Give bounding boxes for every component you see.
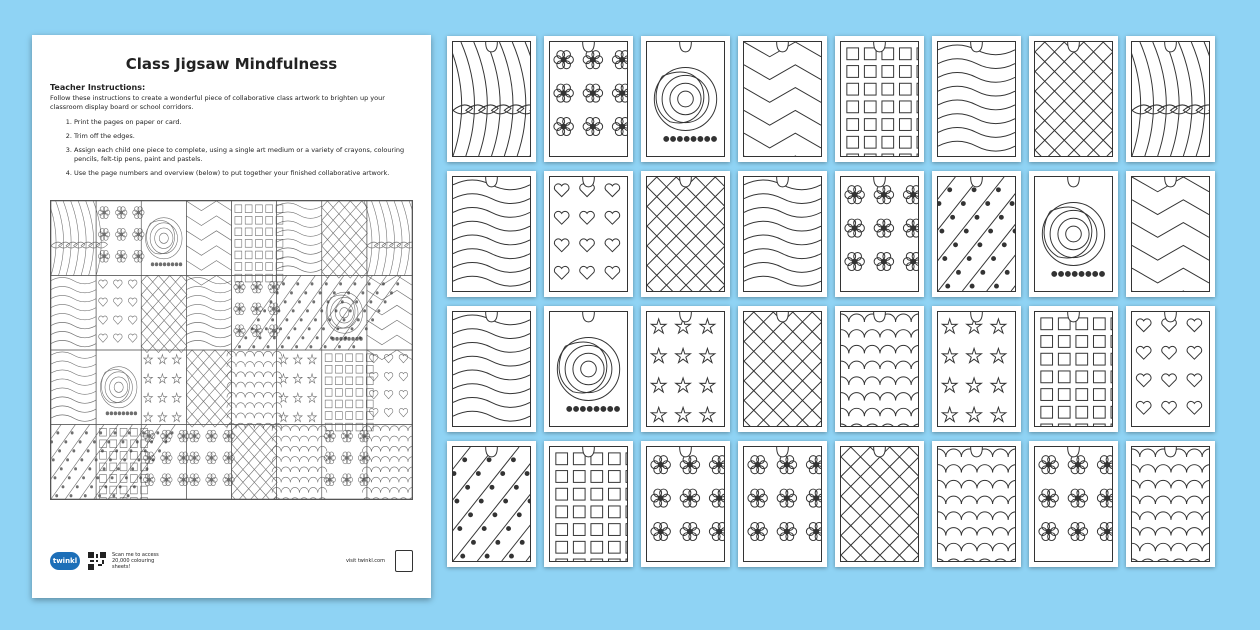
jigsaw-piece-drawing <box>549 41 628 157</box>
step-item: 2. Trim off the edges. <box>74 132 413 141</box>
jigsaw-piece-page <box>544 441 633 567</box>
jigsaw-piece-drawing <box>452 446 531 562</box>
jigsaw-piece-drawing <box>1034 311 1113 427</box>
jigsaw-piece-drawing <box>840 446 919 562</box>
step-item: 4. Use the page numbers and overview (below) to put together your finished collaborative artwork. <box>74 169 413 178</box>
jigsaw-piece-page <box>447 36 536 162</box>
jigsaw-piece-drawing <box>1131 446 1210 562</box>
jigsaw-piece-page <box>641 36 730 162</box>
jigsaw-piece-drawing <box>840 41 919 157</box>
jigsaw-piece-drawing <box>646 311 725 427</box>
jigsaw-piece-page <box>1126 36 1215 162</box>
jigsaw-piece-page <box>1126 306 1215 432</box>
jigsaw-piece-page <box>1029 306 1118 432</box>
jigsaw-piece-drawing <box>549 176 628 292</box>
jigsaw-piece-drawing <box>452 176 531 292</box>
scan-me-text: Scan me to access 20,000 colouring sheets! <box>112 552 159 570</box>
award-badge-icon <box>395 550 413 572</box>
jigsaw-piece-drawing <box>1131 176 1210 292</box>
jigsaw-piece-page <box>738 171 827 297</box>
jigsaw-piece-page <box>1029 36 1118 162</box>
jigsaw-piece-drawing <box>743 176 822 292</box>
qr-code-icon <box>88 552 106 570</box>
jigsaw-piece-page <box>447 306 536 432</box>
visit-website-text: visit twinkl.com <box>345 558 385 564</box>
jigsaw-piece-page <box>835 36 924 162</box>
jigsaw-piece-drawing <box>1131 41 1210 157</box>
jigsaw-piece-drawing <box>743 446 822 562</box>
jigsaw-piece-page <box>641 306 730 432</box>
jigsaw-piece-page <box>1029 171 1118 297</box>
jigsaw-piece-page <box>544 36 633 162</box>
worksheet-page <box>32 35 431 598</box>
instructions-intro: Follow these instructions to create a wonderful piece of collaborative class artwork to brighten up your classroom display board or school corridors. <box>50 94 385 111</box>
twinkl-logo: twinkl <box>50 552 80 570</box>
jigsaw-piece-page <box>738 441 827 567</box>
jigsaw-piece-page <box>544 171 633 297</box>
jigsaw-piece-page <box>738 36 827 162</box>
jigsaw-piece-drawing <box>452 311 531 427</box>
jigsaw-piece-drawing <box>646 41 725 157</box>
step-item: 1. Print the pages on paper or card. <box>74 118 413 127</box>
jigsaw-piece-page <box>447 171 536 297</box>
jigsaw-pieces-grid <box>447 36 1215 567</box>
instructions-heading: Teacher Instructions: <box>50 83 146 92</box>
jigsaw-piece-page <box>835 441 924 567</box>
jigsaw-piece-page <box>1029 441 1118 567</box>
jigsaw-piece-page <box>835 306 924 432</box>
worksheet-footer <box>50 546 413 576</box>
jigsaw-piece-drawing <box>937 311 1016 427</box>
jigsaw-piece-page <box>932 171 1021 297</box>
jigsaw-piece-drawing <box>1034 41 1113 157</box>
jigsaw-piece-drawing <box>1034 446 1113 562</box>
step-item: 3. Assign each child one piece to complete, using a single art medium or a variety of crayons, colouring pencils, felt-tip pens, paint and pastels. <box>74 146 413 164</box>
jigsaw-piece-drawing <box>452 41 531 157</box>
jigsaw-piece-drawing <box>840 176 919 292</box>
worksheet-title: Class Jigsaw Mindfulness <box>125 55 338 73</box>
jigsaw-piece-page <box>932 36 1021 162</box>
jigsaw-piece-page <box>1126 171 1215 297</box>
jigsaw-piece-page <box>738 306 827 432</box>
jigsaw-piece-page <box>835 171 924 297</box>
jigsaw-piece-page <box>544 306 633 432</box>
jigsaw-piece-drawing <box>937 446 1016 562</box>
jigsaw-piece-drawing <box>1034 176 1113 292</box>
jigsaw-piece-drawing <box>646 176 725 292</box>
jigsaw-piece-page <box>447 441 536 567</box>
jigsaw-piece-drawing <box>743 41 822 157</box>
jigsaw-piece-drawing <box>937 176 1016 292</box>
jigsaw-piece-drawing <box>1131 311 1210 427</box>
jigsaw-piece-drawing <box>549 446 628 562</box>
jigsaw-overview-drawing <box>51 201 412 499</box>
jigsaw-piece-drawing <box>646 446 725 562</box>
jigsaw-overview-image <box>50 200 413 500</box>
jigsaw-piece-drawing <box>840 311 919 427</box>
jigsaw-piece-drawing <box>743 311 822 427</box>
jigsaw-piece-drawing <box>549 311 628 427</box>
jigsaw-piece-page <box>641 171 730 297</box>
jigsaw-piece-page <box>932 306 1021 432</box>
jigsaw-piece-page <box>932 441 1021 567</box>
instructions-steps <box>50 118 413 178</box>
jigsaw-piece-drawing <box>937 41 1016 157</box>
jigsaw-piece-page <box>641 441 730 567</box>
jigsaw-piece-page <box>1126 441 1215 567</box>
